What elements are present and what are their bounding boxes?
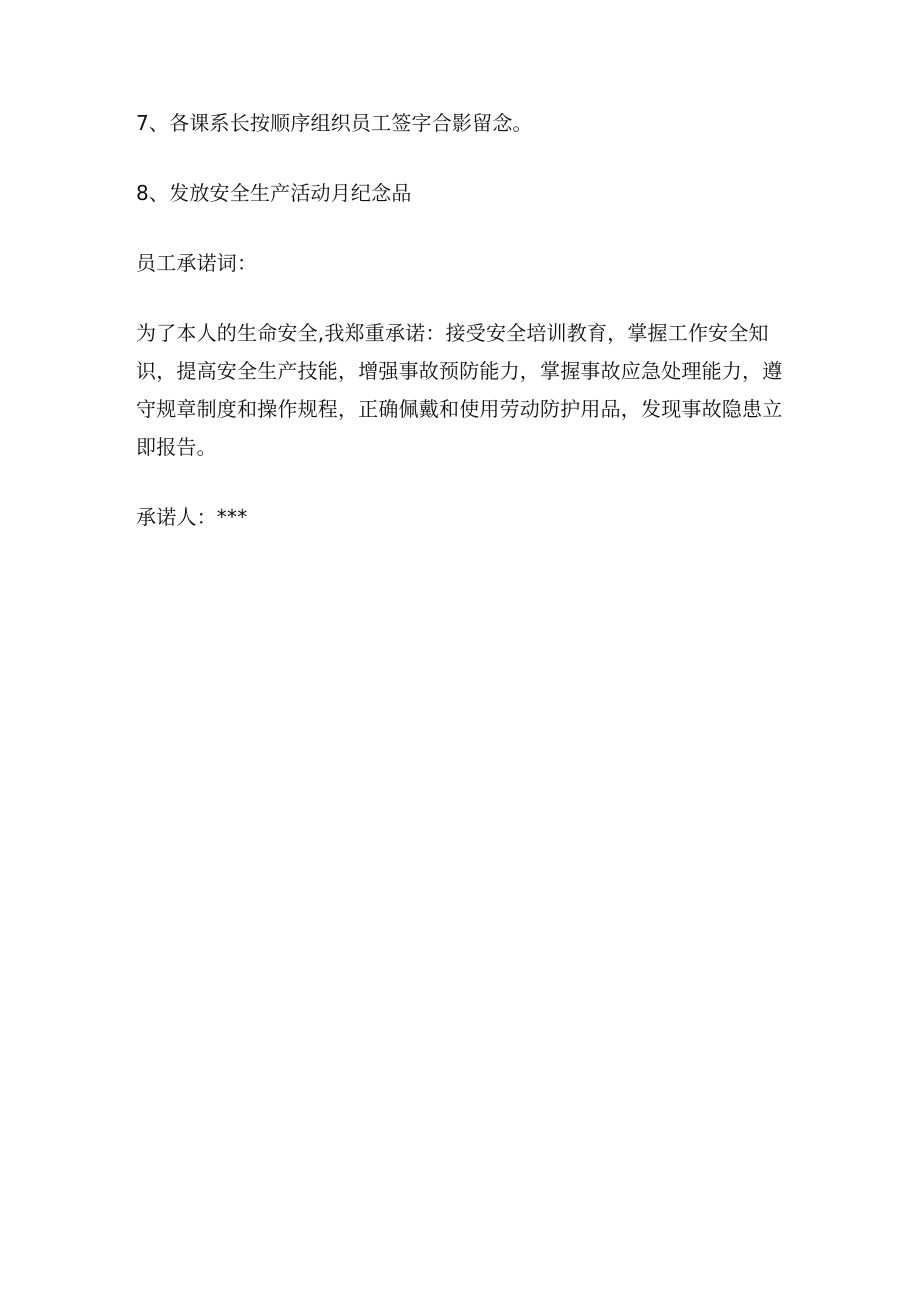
list-item-7: 7、各课系长按顺序组织员工签字合影留念。 bbox=[136, 111, 533, 135]
list-item-8: 8、发放安全生产活动月纪念品 bbox=[136, 181, 412, 205]
section-heading-pledge: 员工承诺词： bbox=[136, 251, 258, 275]
document-body bbox=[136, 104, 786, 536]
pledger-signature-line: 承诺人：*** bbox=[136, 505, 248, 529]
pledge-text: 为了本人的生命安全,我郑重承诺：接受安全培训教育，掌握工作安全知识，提高安全生产技能，增强事故预防能力，掌握事故应急处理能力，遵守规章制度和操作规程，正确佩戴和使用劳动防护用品，发现事故隐患立即报告。 bbox=[136, 321, 783, 459]
